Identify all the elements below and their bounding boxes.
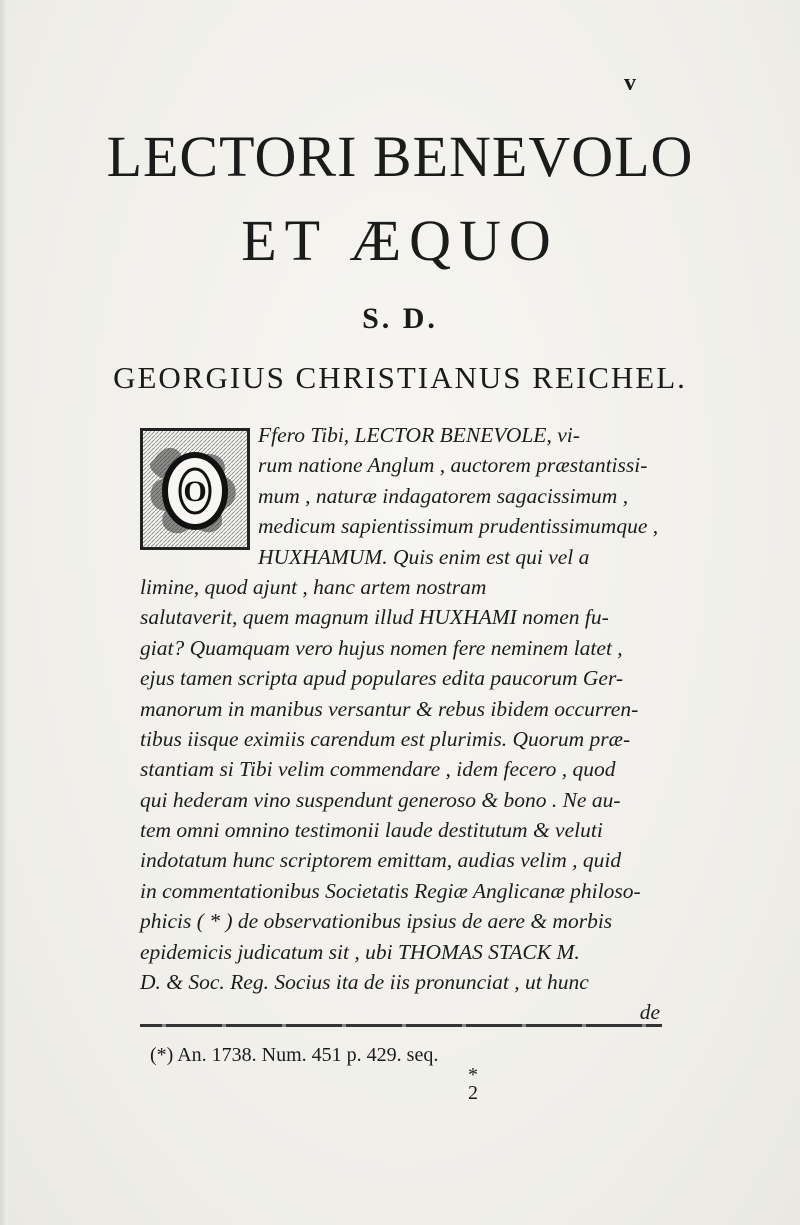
body-line: medicum sapientissimum prudentissimumque , xyxy=(258,514,659,539)
body-line: D. & Soc. Reg. Socius ita de iis pronunciat , ut hunc xyxy=(140,970,589,995)
body-line: tibus iisque eximiis carendum est plurimis. Quorum præ- xyxy=(140,726,631,751)
footnote-rule xyxy=(140,1024,662,1027)
body-line: giat? Quamquam vero hujus nomen fere neminem latet , xyxy=(140,635,623,660)
body-line: epidemicis judicatum sit , ubi THOMAS STACK M. xyxy=(140,939,580,964)
body-line: salutaverit, quem magnum illud HUXHAMI nomen fu- xyxy=(140,605,609,630)
body-line: ejus tamen scripta apud populares edita paucorum Ger- xyxy=(140,666,624,691)
body-line: HUXHAMUM. Quis enim est qui vel a xyxy=(258,544,590,569)
body-line: mum , naturæ indagatorem sagacissimum , xyxy=(258,483,629,508)
body-line: qui hederam vino suspendunt generoso & bono . Ne au- xyxy=(140,787,621,812)
author-name: GEORGIUS CHRISTIANUS REICHEL. xyxy=(113,360,687,395)
body-line: in commentationibus Societatis Regiæ Anglicanæ philoso- xyxy=(140,878,641,903)
body-text xyxy=(140,420,660,1028)
body-line: stantiam si Tibi velim commendare , idem fecero , quod xyxy=(140,757,616,782)
body-line: phicis ( * ) de observationibus ipsius de aere & morbis xyxy=(140,909,613,934)
page-signature: v xyxy=(624,70,636,96)
body-line: indotatum hunc scriptorem emittam, audias velim , quid xyxy=(140,848,622,873)
body-line: manorum in manibus versantur & rebus ibidem occurren- xyxy=(140,696,639,721)
body-line: rum natione Anglum , auctorem præstantissi- xyxy=(258,453,648,478)
catchword: de xyxy=(639,1000,660,1025)
body-line: tem omni omnino testimonii laude destitutum & veluti xyxy=(140,818,603,843)
signature-mark-star: * xyxy=(468,1064,478,1086)
body-line: limine, quod ajunt , hanc artem nostram xyxy=(140,574,487,599)
salutation: S. D. xyxy=(362,302,438,335)
body-line: Ffero Tibi, LECTOR BENEVOLE, vi- xyxy=(258,423,580,447)
signature-mark xyxy=(458,1066,488,1102)
title-line-2: ET ÆQUO xyxy=(241,208,559,273)
title-line-1: LECTORI BENEVOLO xyxy=(106,124,694,189)
svg-text:O: O xyxy=(183,475,207,508)
footnote: (*) An. 1738. Num. 451 p. 429. seq. xyxy=(150,1044,439,1066)
signature-mark-number: 2 xyxy=(468,1082,478,1104)
